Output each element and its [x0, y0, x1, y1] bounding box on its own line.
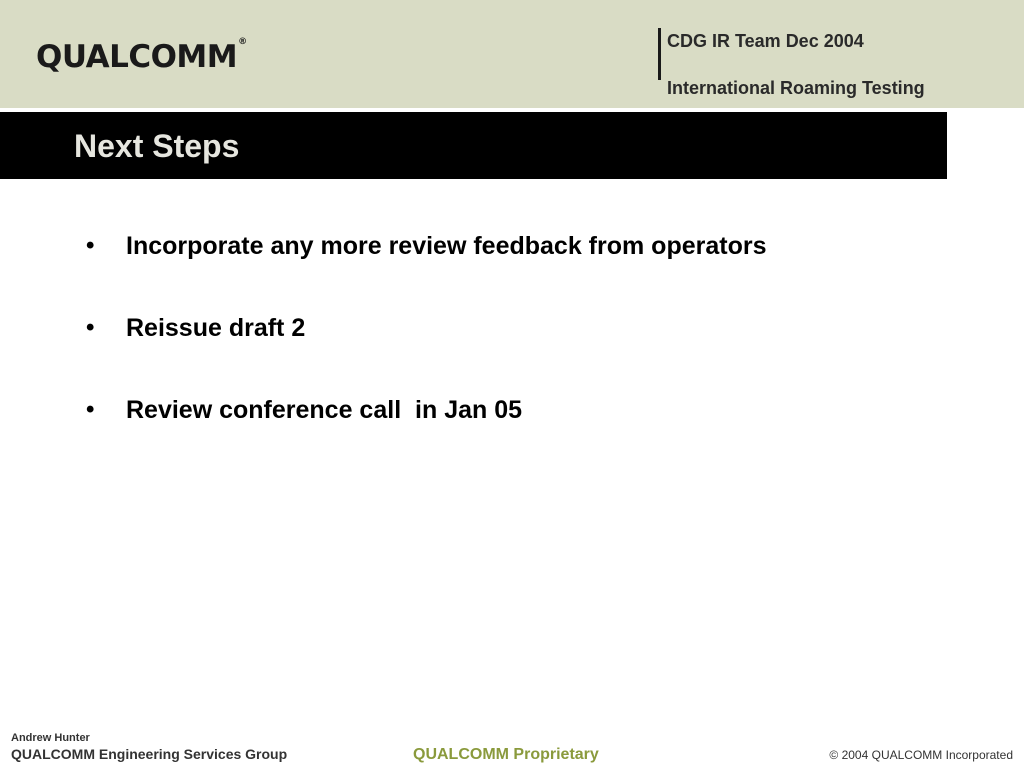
bullet-item — [86, 396, 767, 478]
slide-title: Next Steps — [74, 128, 240, 164]
footer-group: QUALCOMM Engineering Services Group — [11, 746, 288, 762]
header-subject: International Roaming Testing — [667, 78, 925, 98]
bullet-marker: • — [86, 314, 95, 341]
qualcomm-logo — [36, 28, 271, 86]
bullet-marker: • — [86, 396, 95, 423]
logo-wordmark: QUALCOMM® — [36, 37, 247, 75]
footer-author: Andrew Hunter — [11, 732, 90, 744]
header-divider — [658, 28, 661, 80]
bullet-text: Incorporate any more review feedback from operators — [126, 232, 767, 260]
bullet-marker: • — [86, 232, 95, 259]
bullet-text: Reissue draft 2 — [126, 314, 306, 342]
bullet-item — [86, 314, 767, 396]
bullet-text: Review conference call in Jan 05 — [126, 396, 523, 424]
footer-copyright: © 2004 QUALCOMM Incorporated — [829, 748, 1013, 762]
header-team-date: CDG IR Team Dec 2004 — [667, 31, 864, 51]
footer-proprietary: QUALCOMM Proprietary — [413, 746, 599, 763]
bullet-item — [86, 232, 767, 314]
bullet-list — [86, 232, 767, 478]
registered-mark: ® — [238, 37, 247, 47]
